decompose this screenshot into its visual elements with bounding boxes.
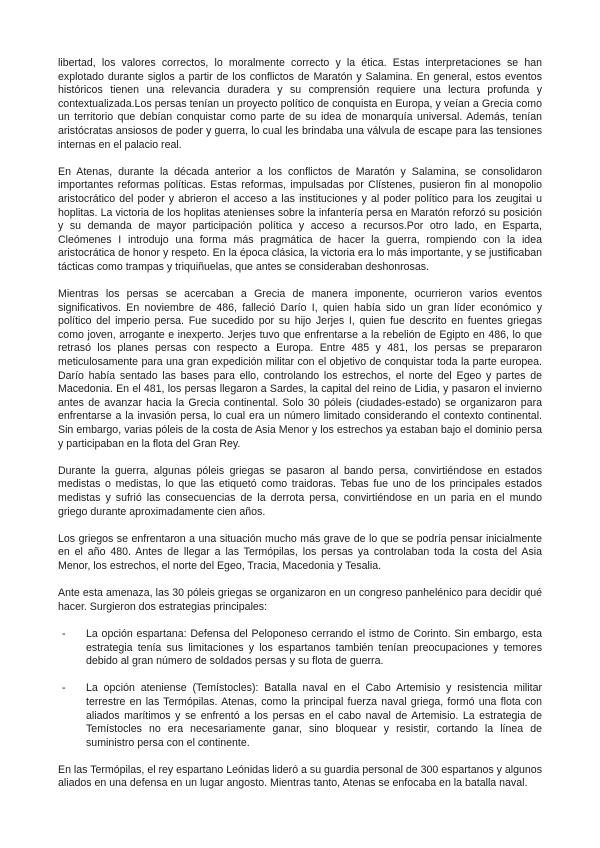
paragraph-thermopylae: En las Termópilas, el rey espartano Leónidas lideró a su guardia personal de 300 espartanos y algunos aliados en una defensa en un lugar angosto. Mientras tanto, Atenas se enfocaba en la batalla naval. xyxy=(58,763,542,790)
list-item-text: La opción ateniense (Temístocles): Batalla naval en el Cabo Artemisio y resistencia militar terrestre en las Termópilas. Atenas, como la principal fuerza naval griega, formó una flota con aliados marítimos y se enfrentó a los persas en el cabo naval de Artemisio. La estrategia de Temístocles no era necesariamente ganar, sino bloquear y resistir, cortando la línea de suministro persa con el continente. xyxy=(86,682,542,749)
paragraph-persian-advance: Mientras los persas se acercaban a Grecia de manera imponente, ocurrieron varios eventos significativos. En noviembre de 486, falleció Darío I, quien había sido un gran líder económico y político del imperio persa. Fue sucedido por su hijo Jerjes I, quien fue descrito en fuentes griegas como joven, arrogante e inexperto. Jerjes tuvo que enfrentarse a la rebelión de Egipto en 486, lo que retrasó los planes persas con respecto a Europa. Entre 485 y 481, los persas se prepararon meticulosamente para una gran expedición militar con el objetivo de conquistar toda la parte europea. Darío había sentado las bases para ello, controlando los estrechos, el norte del Egeo y partes de Macedonia. En el 481, los persas llegaron a Sardes, la capital del reino de Lidia, y pasaron el invierno antes de avanzar hacia la Grecia continental. Solo 30 póleis (ciudades-estado) se organizaron para enfrentarse a la invasión persa, lo cual era un número limitado considerando el contexto continental. Sin embargo, varias póleis de la costa de Asia Menor y los estrechos ya estaban bajo el dominio persa y participaban en la flota del Gran Rey. xyxy=(58,288,542,450)
paragraph-athens-reforms: En Atenas, durante la década anterior a los conflictos de Maratón y Salamina, se consolidaron importantes reformas políticas. Estas reformas, impulsadas por Clístenes, pusieron fin al monopolio aristocrático del poder y abrieron el acceso a las instituciones y al poder político para los zeugitai u hoplitas. La victoria de los hoplitas atenienses sobre la infantería persa en Maratón reforzó su posición y su demanda de mayor participación política y acceso a recursos.Por otro lado, en Esparta, Cleómenes I introdujo una forma más pragmática de hacer la guerra, rompiendo con la idea aristocrática de honor y respeto. En la época clásica, la victoria era lo más importante, y se justificaban tácticas como trampas y triquiñuelas, que antes se consideraban deshonrosas. xyxy=(58,165,542,273)
list-item-text: La opción espartana: Defensa del Peloponeso cerrando el istmo de Corinto. Sin embargo, esta estrategia tenía sus limitaciones y los espartanos también tenían preocupaciones y temores debido al gran número de soldados persas y su flota de guerra. xyxy=(86,627,542,668)
paragraph-panhellenic-congress: Ante esta amenaza, las 30 póleis griegas se organizaron en un congreso panhelénico para decidir qué hacer. Surgieron dos estrategias principales: xyxy=(58,587,542,613)
paragraph-grave-situation: Los griegos se enfrentaron a una situación mucho más grave de lo que se podría pensar inicialmente en el año 480. Antes de llegar a las Termópilas, los persas ya controlaban toda la costa del Asia Menor, los estrechos, el norte del Egeo, Tracia, Macedonia y Tesalia. xyxy=(58,532,542,572)
list-bullet: - xyxy=(62,682,66,695)
paragraph-medist-states: Durante la guerra, algunas póleis griegas se pasaron al bando persa, convirtiéndose en estados medistas o medistas, lo que las etiquetó como traidoras. Tebas fue uno de los principales estados medistas y sufrió las consecuencias de la derrota persa, convirtiéndose en un paria en el mundo griego durante aproximadamente cien años. xyxy=(58,464,542,518)
paragraph-persian-motives: libertad, los valores correctos, lo moralmente correcto y la ética. Estas interpretaciones se han explotado durante siglos a partir de los conflictos de Maratón y Salamina. En general, estos eventos históricos tienen una relevancia duradera y su comprensión requiere una lectura profunda y contextualizada.Los persas tenían un proyecto político de conquista en Europa, y veían a Grecia como un territorio que debían conquistar como parte de su idea de monarquía universal. Además, tenían aristócratas ansiosos de poder y guerra, lo cual les brindaba una válvula de escape para las tensiones internas en el palacio real. xyxy=(58,57,542,151)
list-item-spartan-option xyxy=(58,628,542,669)
list-item-athenian-option xyxy=(58,682,542,750)
list-bullet: - xyxy=(62,627,66,640)
document-page xyxy=(58,57,542,805)
strategies-list xyxy=(58,628,542,750)
